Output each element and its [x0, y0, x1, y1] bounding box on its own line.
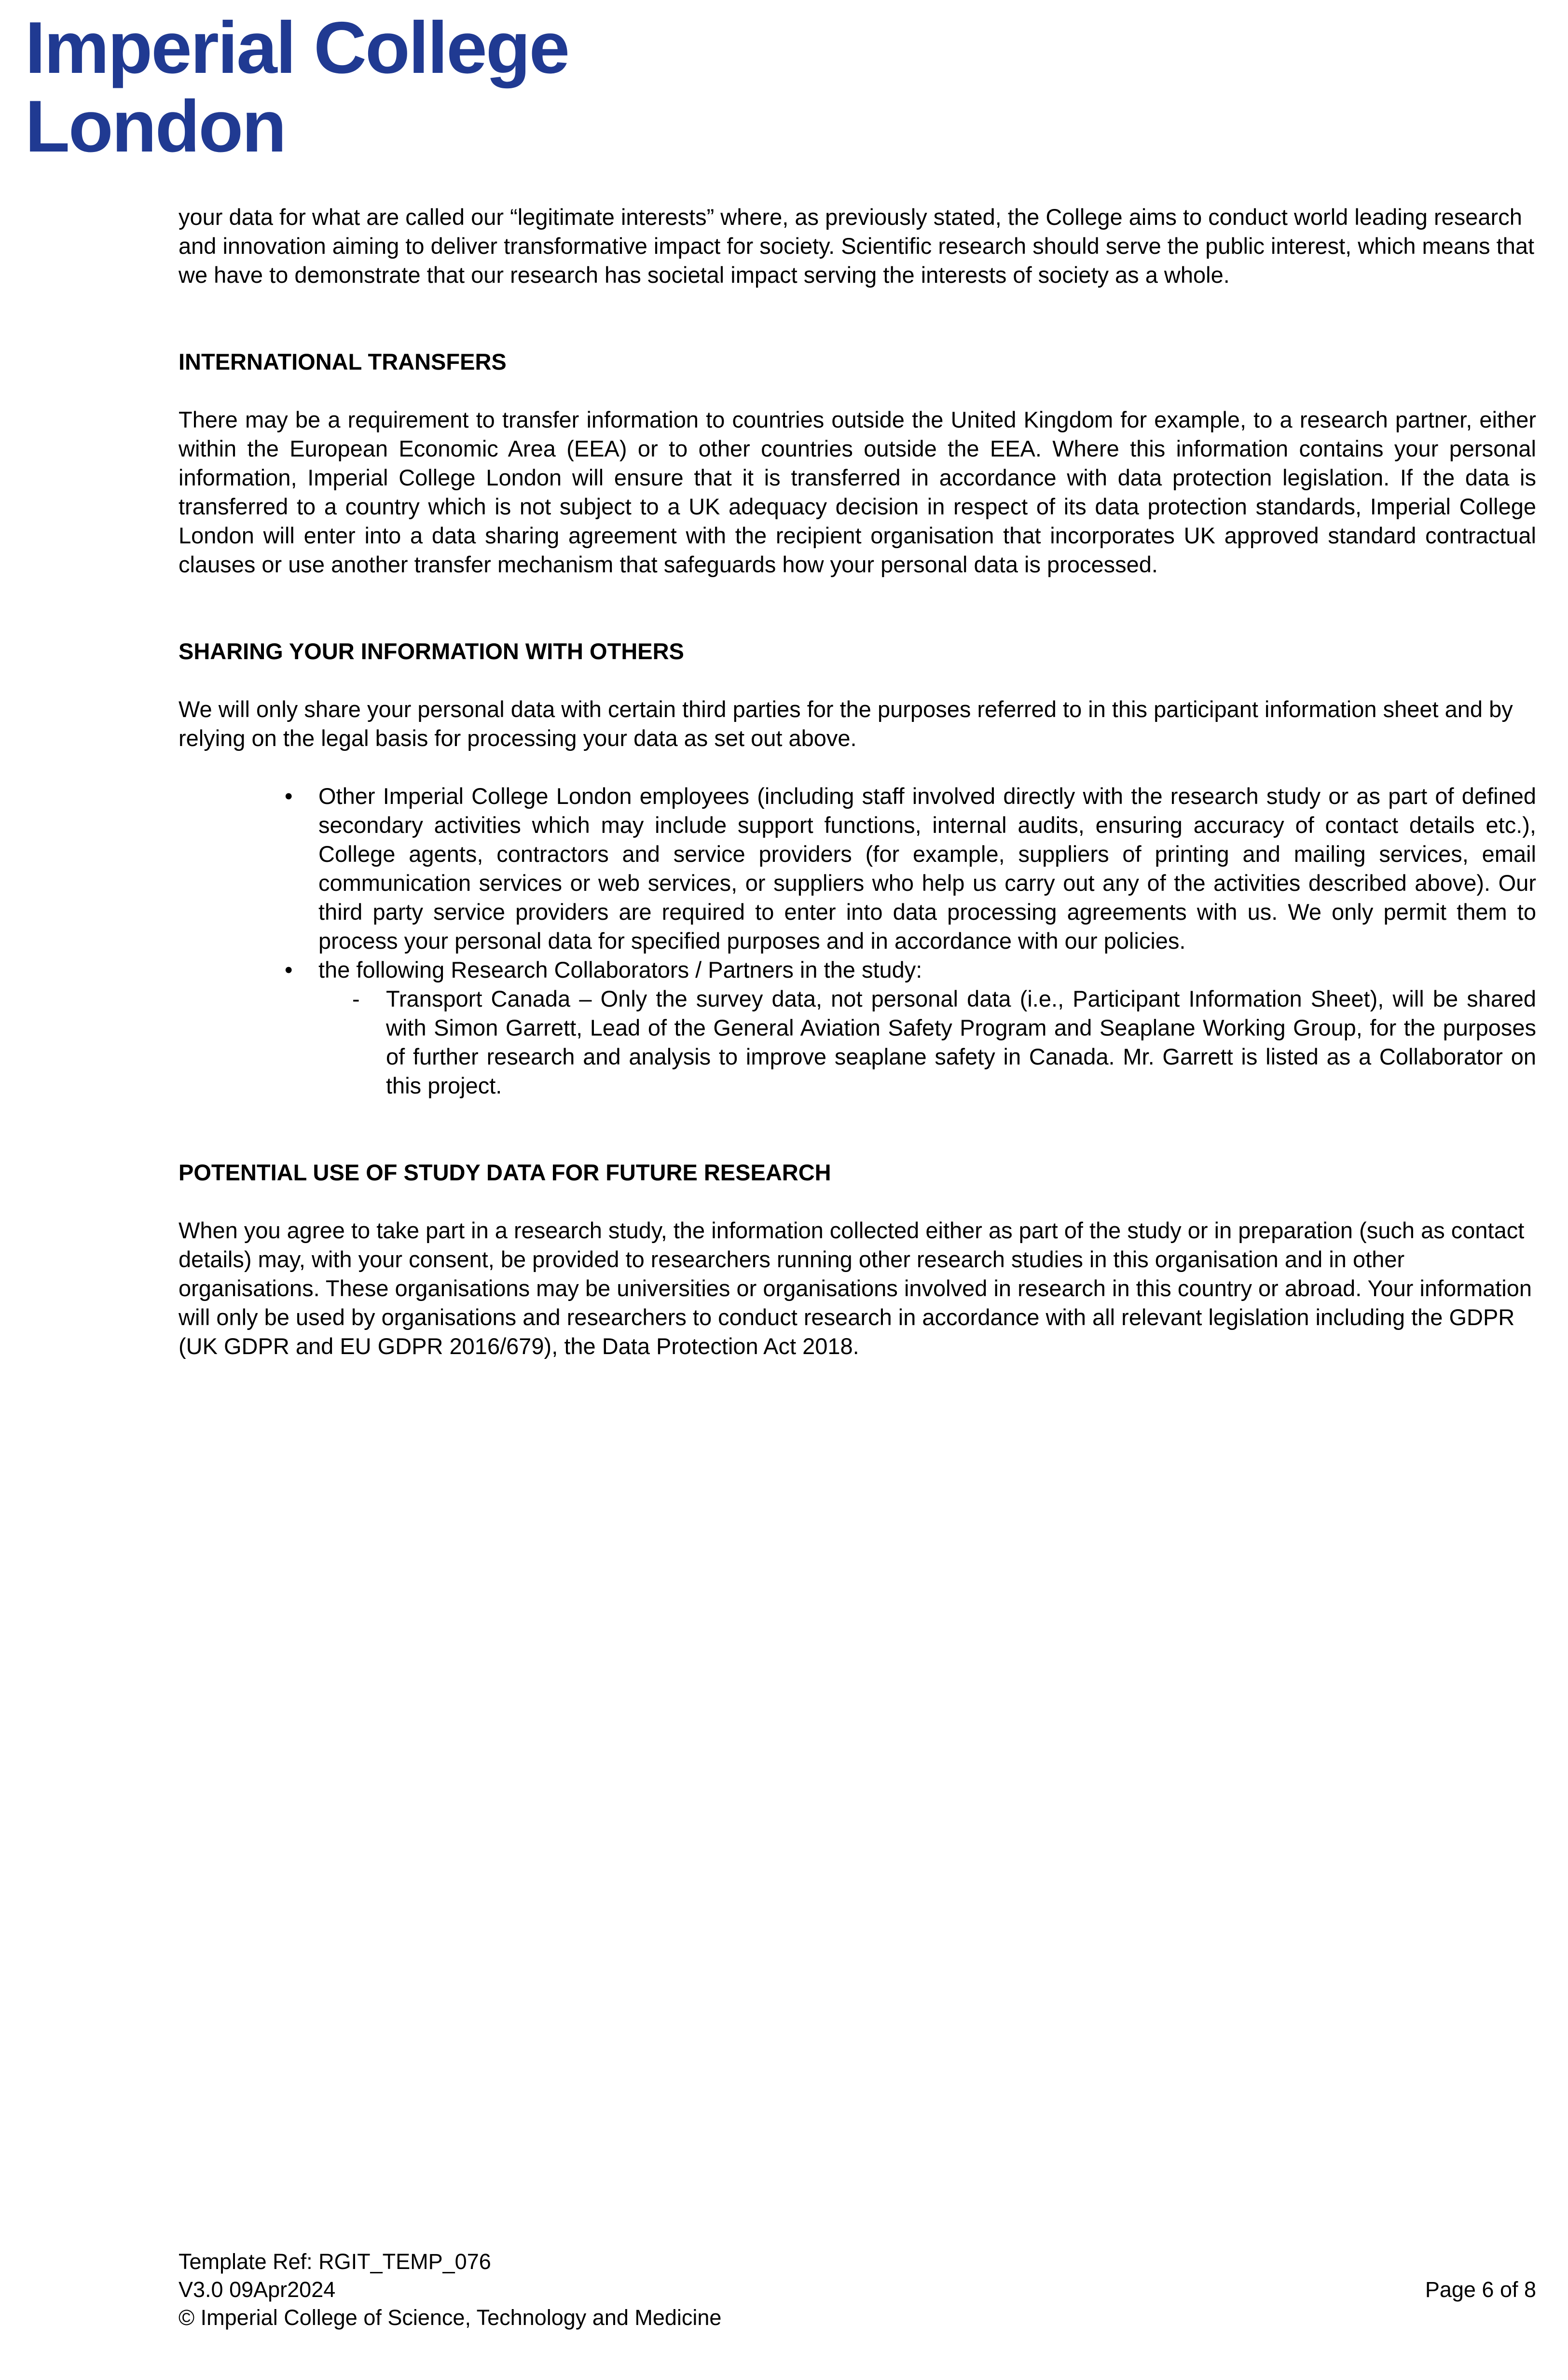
- bullet-icon: •: [285, 957, 293, 982]
- sub-list-item-text: Transport Canada – Only the survey data, not personal data (i.e., Participant Information Sheet), will be shared with Simon Garrett, Lead of the General Aviation Safety Program and Seaplane Working Group, for the purposes of further research and analysis to improve seaplane safety in Canada. Mr. Garrett is listed as a Collaborator on this project.: [386, 986, 1536, 1098]
- page-footer: [179, 2248, 1536, 2332]
- sub-list-item: [318, 984, 1536, 1100]
- future-research-paragraph: When you agree to take part in a research study, the information collected either as part of the study or in preparation (such as contact details) may, with your consent, be provided to researchers running other research studies in this organisation and in other organisations. These organisations may be universities or organisations involved in research in this country or abroad. Your information will only be used by organisations and researchers to conduct research in accordance with all relevant legislation including the GDPR (UK GDPR and EU GDPR 2016/679), the Data Protection Act 2018.: [179, 1218, 1532, 1359]
- footer-template-ref: Template Ref: RGIT_TEMP_076: [179, 2249, 491, 2274]
- intro-paragraph: your data for what are called our “legitimate interests” where, as previously stated, the College aims to conduct world leading research and innovation aiming to deliver transformative impact for society. Scientific research should serve the public interest, which means that we have to demonstrate that our research has societal impact serving the interests of society as a whole.: [179, 204, 1535, 288]
- list-item: [179, 782, 1536, 955]
- dash-icon: -: [352, 986, 360, 1011]
- heading-international-transfers: INTERNATIONAL TRANSFERS: [179, 349, 507, 374]
- list-item-text: Other Imperial College London employees (including staff involved directly with the research study or as part of defined secondary activities which may include support functions, internal audits, ensuring accuracy of contact details etc.), College agents, contractors and service providers (for example, suppliers of printing and mailing services, email communication services or web services, or suppliers who help us carry out any of the activities described above). Our third party service providers are required to enter into data processing agreements with us. We only permit them to process your personal data for specified purposes and in accordance with our policies.: [318, 783, 1536, 954]
- list-item: [179, 955, 1536, 1100]
- footer-version: V3.0 09Apr2024: [179, 2277, 336, 2302]
- heading-potential-use-future-research: POTENTIAL USE OF STUDY DATA FOR FUTURE RESEARCH: [179, 1160, 831, 1185]
- logo-line-2: London: [25, 85, 286, 167]
- sharing-bullet-list: [179, 782, 1536, 1100]
- heading-sharing-your-information: SHARING YOUR INFORMATION WITH OTHERS: [179, 638, 684, 664]
- logo-line-1: Imperial College: [25, 7, 569, 89]
- international-transfers-paragraph: There may be a requirement to transfer information to countries outside the United Kingdom for example, to a research partner, either within the European Economic Area (EEA) or to other countries outside the EEA. Where this information contains your personal information, Imperial College London will ensure that it is transferred in accordance with data protection legislation. If the data is transferred to a country which is not subject to a UK adequacy decision in respect of its data protection standards, Imperial College London will enter into a data sharing agreement with the recipient organisation that incorporates UK approved standard contractual clauses or use another transfer mechanism that safeguards how your personal data is processed.: [179, 407, 1536, 577]
- footer-page-number: Page 6 of 8: [1425, 2277, 1536, 2302]
- document-body: [179, 203, 1536, 1390]
- list-item-text: the following Research Collaborators / Partners in the study:: [318, 957, 922, 982]
- bullet-icon: •: [285, 783, 293, 809]
- footer-copyright: © Imperial College of Science, Technology and Medicine: [179, 2305, 722, 2330]
- imperial-college-london-logo: [25, 9, 568, 166]
- sharing-information-paragraph: We will only share your personal data with certain third parties for the purposes referred to in this participant information sheet and by relying on the legal basis for processing your data as set out above.: [179, 696, 1513, 751]
